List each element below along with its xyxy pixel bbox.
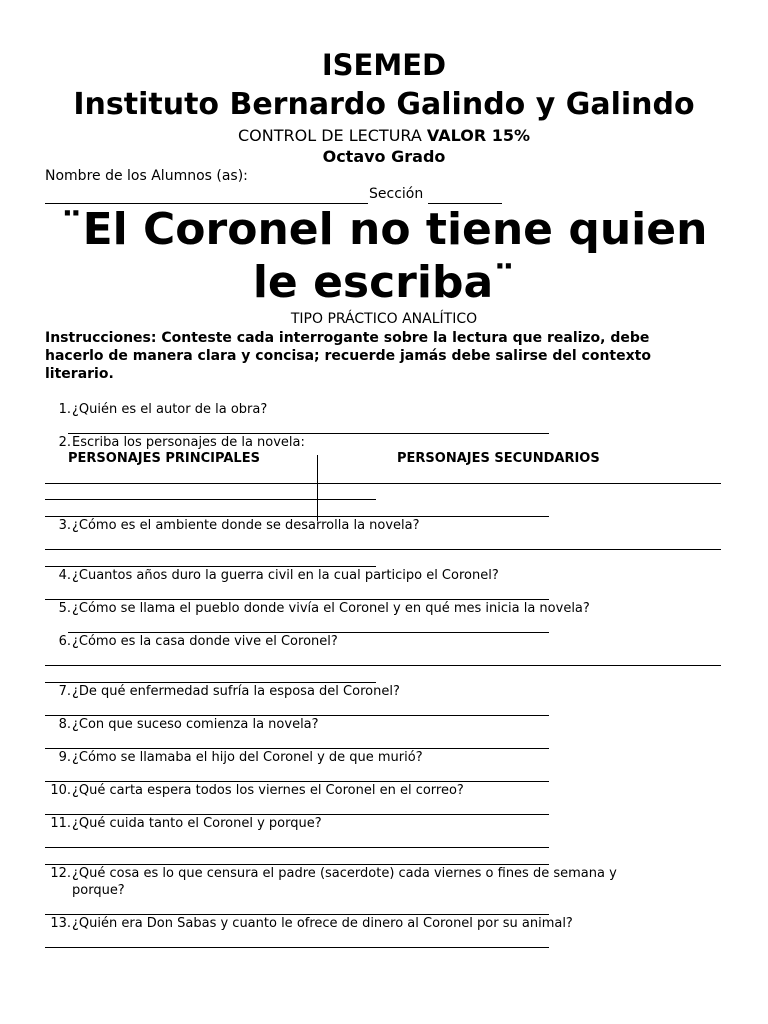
answer-line[interactable] bbox=[45, 665, 721, 666]
instructions-text1: Conteste cada interrogante sobre la lectura que realizo, debe bbox=[156, 330, 650, 346]
question-text: ¿Cómo se llama el pueblo donde vivía el Coronel y en qué mes inicia la novela? bbox=[72, 601, 590, 616]
principal-characters-header: PERSONAJES PRINCIPALES bbox=[68, 451, 260, 466]
question-text: ¿Qué cosa es lo que censura el padre (sacerdote) cada viernes o fines de semana y bbox=[72, 866, 617, 881]
question-text: ¿Cómo es el ambiente donde se desarrolla la novela? bbox=[72, 518, 420, 533]
question-text: ¿Quién es el autor de la obra? bbox=[72, 402, 268, 417]
answer-line[interactable] bbox=[45, 499, 376, 500]
instructions-label: Instrucciones: bbox=[45, 330, 157, 346]
question-text: ¿Cuantos años duro la guerra civil en la cual participo el Coronel? bbox=[72, 568, 499, 583]
answer-line[interactable] bbox=[45, 847, 549, 848]
question-number: 4. bbox=[58, 568, 71, 583]
question-text: ¿Quién era Don Sabas y cuanto le ofrece de dinero al Coronel por su animal? bbox=[72, 916, 573, 931]
control-title bbox=[0, 126, 768, 145]
question-text: ¿Cómo se llamaba el hijo del Coronel y de que murió? bbox=[72, 750, 423, 765]
book-title-line1: ¨El Coronel no tiene quien bbox=[60, 204, 708, 255]
section-label: Sección bbox=[369, 186, 424, 202]
question-number: 13. bbox=[50, 916, 71, 931]
question-number: 12. bbox=[50, 866, 71, 881]
institute-name: Instituto Bernardo Galindo y Galindo bbox=[73, 87, 695, 122]
question-number: 11. bbox=[50, 816, 71, 831]
question-number: 3. bbox=[58, 518, 71, 533]
grade-label: Octavo Grado bbox=[322, 147, 446, 166]
instructions-line2: hacerlo de manera clara y concisa; recuerde jamás debe salirse del contexto bbox=[45, 348, 651, 364]
control-label: CONTROL DE LECTURA bbox=[237, 126, 427, 145]
book-title-line2: le escriba¨ bbox=[252, 257, 516, 308]
question-text: ¿Qué carta espera todos los viernes el Coronel en el correo? bbox=[72, 783, 464, 798]
instructions-line1 bbox=[45, 329, 649, 347]
exercise-type: TIPO PRÁCTICO ANALÍTICO bbox=[290, 311, 478, 327]
instructions-line3: literario. bbox=[45, 366, 114, 382]
table-divider bbox=[317, 455, 318, 521]
question-text: ¿Con que suceso comienza la novela? bbox=[72, 717, 319, 732]
school-acronym: ISEMED bbox=[321, 48, 447, 82]
answer-line[interactable] bbox=[45, 549, 721, 550]
secondary-characters-header: PERSONAJES SECUNDARIOS bbox=[397, 451, 600, 466]
students-label: Nombre de los Alumnos (as): bbox=[45, 168, 248, 184]
question-number: 10. bbox=[50, 783, 71, 798]
question-text: ¿Cómo es la casa donde vive el Coronel? bbox=[72, 634, 338, 649]
question-number: 2. bbox=[58, 435, 71, 450]
valor-label: VALOR 15% bbox=[426, 126, 530, 145]
question-number: 8. bbox=[58, 717, 71, 732]
question-number: 5. bbox=[58, 601, 71, 616]
question-number: 1. bbox=[58, 402, 71, 417]
question-text: Escriba los personajes de la novela: bbox=[72, 435, 305, 450]
question-number: 7. bbox=[58, 684, 71, 699]
question-text: ¿Qué cuida tanto el Coronel y porque? bbox=[72, 816, 322, 831]
question-number: 6. bbox=[58, 634, 71, 649]
answer-line[interactable] bbox=[45, 483, 721, 484]
question-text: porque? bbox=[72, 883, 125, 898]
question-text: ¿De qué enfermedad sufría la esposa del Coronel? bbox=[72, 684, 400, 699]
question-number: 9. bbox=[58, 750, 71, 765]
answer-line[interactable] bbox=[45, 947, 549, 948]
